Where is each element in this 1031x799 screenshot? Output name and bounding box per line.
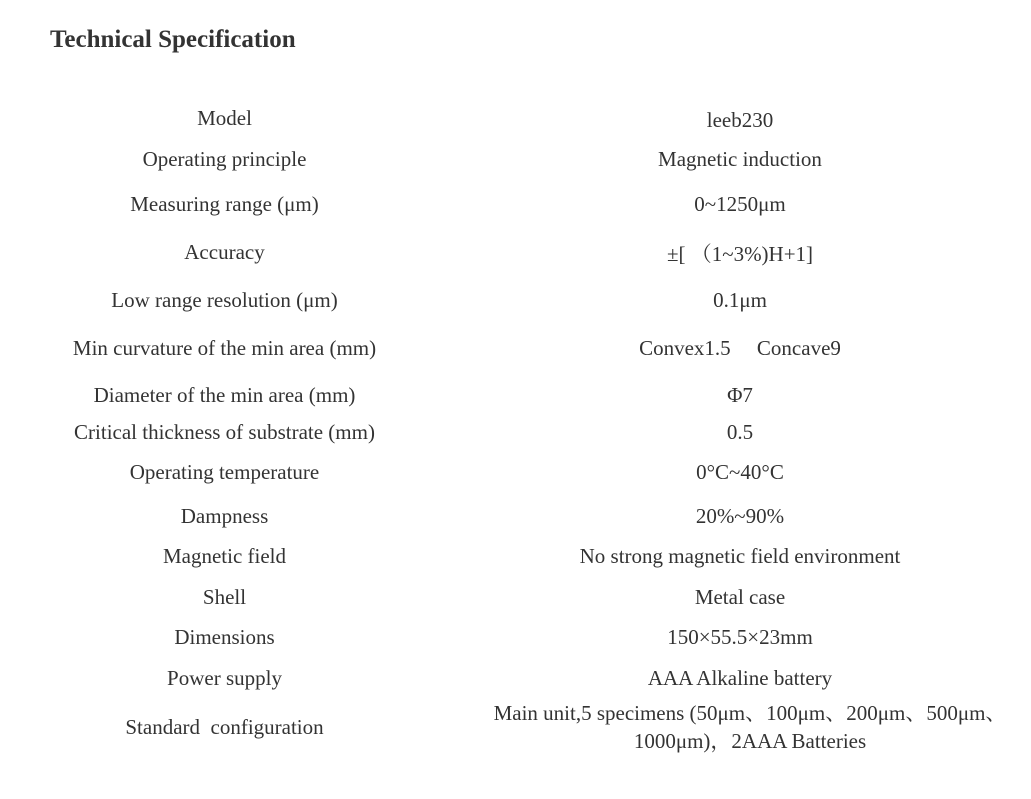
spec-label: Min curvature of the min area (mm) [72,336,377,360]
spec-value-line: Main unit,5 specimens (50μm、100μm、200μm、500μm、 [493,701,1007,725]
spec-value-line: 1000μm)，2AAA Batteries [633,729,867,753]
spec-value: 0.5 [726,420,754,444]
spec-row-model [0,98,1031,138]
spec-value: 0°C~40°C [696,460,784,484]
spec-label: Shell [202,584,247,609]
spec-row-shell [0,576,1031,617]
spec-label: Operating temperature [129,460,320,484]
spec-value: AAA Alkaline battery [647,665,833,690]
spec-value: leeb230 [706,108,774,132]
spec-value: Convex1.5 Concave9 [639,336,841,360]
spec-label: Dampness [180,504,269,528]
spec-value [449,698,1031,756]
spec-value: 20%~90% [695,504,785,528]
spec-row-operating-temperature [0,448,1031,496]
spec-value: 0~1250μm [694,191,786,216]
spec-row-accuracy [0,227,1031,276]
spec-row-standard-configuration [0,698,1031,756]
spec-value: ±[ （1~3%)H+1] [666,241,814,266]
spec-value: No strong magnetic field environment [579,544,901,568]
spec-row-dimensions [0,617,1031,657]
spec-label: Accuracy [184,239,265,264]
spec-row-low-range-resolution [0,276,1031,323]
spec-table [0,98,1031,756]
spec-row-min-curvature [0,323,1031,373]
spec-label: Model [197,106,252,130]
spec-row-critical-thickness [0,416,1031,448]
spec-value: Metal case [694,584,786,609]
spec-row-power-supply [0,657,1031,698]
spec-label: Dimensions [174,625,275,649]
spec-label: Operating principle [142,147,307,171]
spec-label: Critical thickness of substrate (mm) [74,420,375,444]
spec-value: Magnetic induction [658,147,822,171]
spec-label: Standard configuration [125,715,324,739]
spec-label: Low range resolution (μm) [111,287,338,312]
spec-row-dampness [0,496,1031,536]
spec-row-diameter-min-area [0,373,1031,416]
spec-label: Measuring range (μm) [130,191,319,216]
spec-value: Φ7 [727,382,753,407]
spec-row-magnetic-field [0,536,1031,576]
spec-label: Magnetic field [162,544,287,568]
spec-value: 150×55.5×23mm [667,625,813,649]
spec-label: Power supply [167,665,282,690]
spec-row-measuring-range [0,180,1031,227]
page-title: Technical Specification [50,26,296,53]
spec-row-operating-principle [0,138,1031,180]
spec-label: Diameter of the min area (mm) [93,382,356,407]
spec-value: 0.1μm [713,287,767,312]
